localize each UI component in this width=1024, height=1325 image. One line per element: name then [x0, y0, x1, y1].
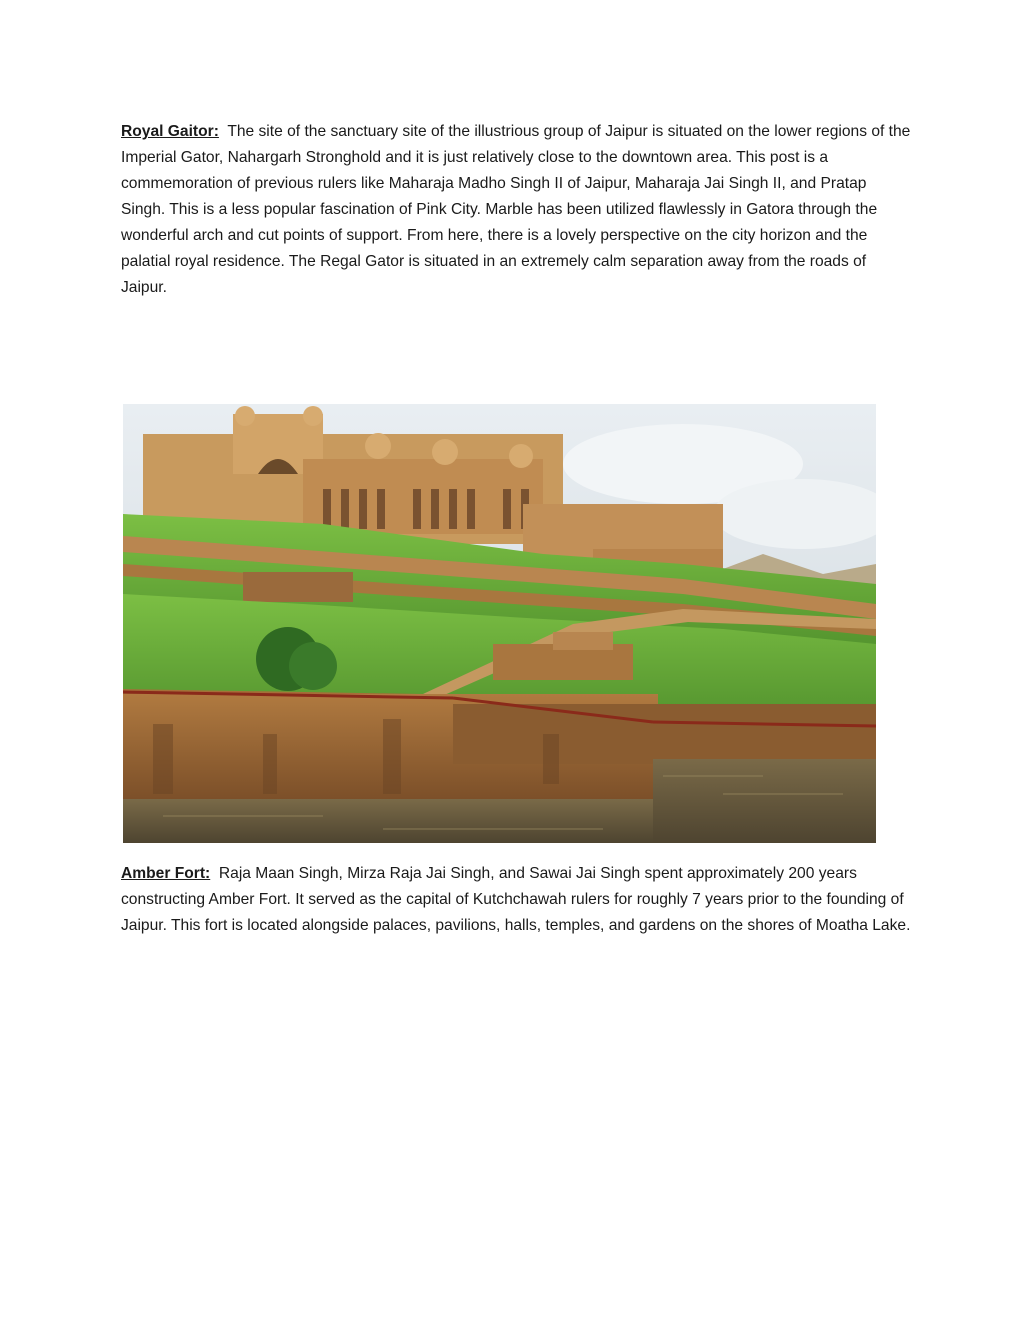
amber-fort-paragraph	[121, 861, 911, 939]
royal-gaitor-body: The site of the sanctuary site of the illustrious group of Jaipur is situated on the lower regions of the Imperial Gator, Nahargarh Stronghold and it is just relatively close to the downtown area. This post is a commemoration of previous rulers like Maharaja Madho Singh II of Jaipur, Maharaja Jai Singh II, and Pratap Singh. This is a less popular fascination of Pink City. Marble has been utilized flawlessly in Gatora through the wonderful arch and cut points of support. From here, there is a lovely perspective on the city horizon and the palatial royal residence. The Regal Gator is situated in an extremely calm separation away from the roads of Jaipur.	[121, 123, 911, 296]
royal-gaitor-paragraph	[121, 119, 911, 301]
royal-gaitor-heading: Royal Gaitor:	[121, 123, 219, 140]
amber-fort-body: Raja Maan Singh, Mirza Raja Jai Singh, and Sawai Jai Singh spent approximately 200 years constructing Amber Fort. It served as the capital of Kutchchawah rulers for roughly 7 years prior to the founding of Jaipur. This fort is located alongside palaces, pavilions, halls, temples, and gardens on the shores of Moatha Lake.	[121, 865, 911, 934]
amber-fort-photo	[123, 404, 876, 843]
amber-fort-illustration	[123, 404, 876, 843]
amber-fort-heading: Amber Fort:	[121, 865, 211, 882]
